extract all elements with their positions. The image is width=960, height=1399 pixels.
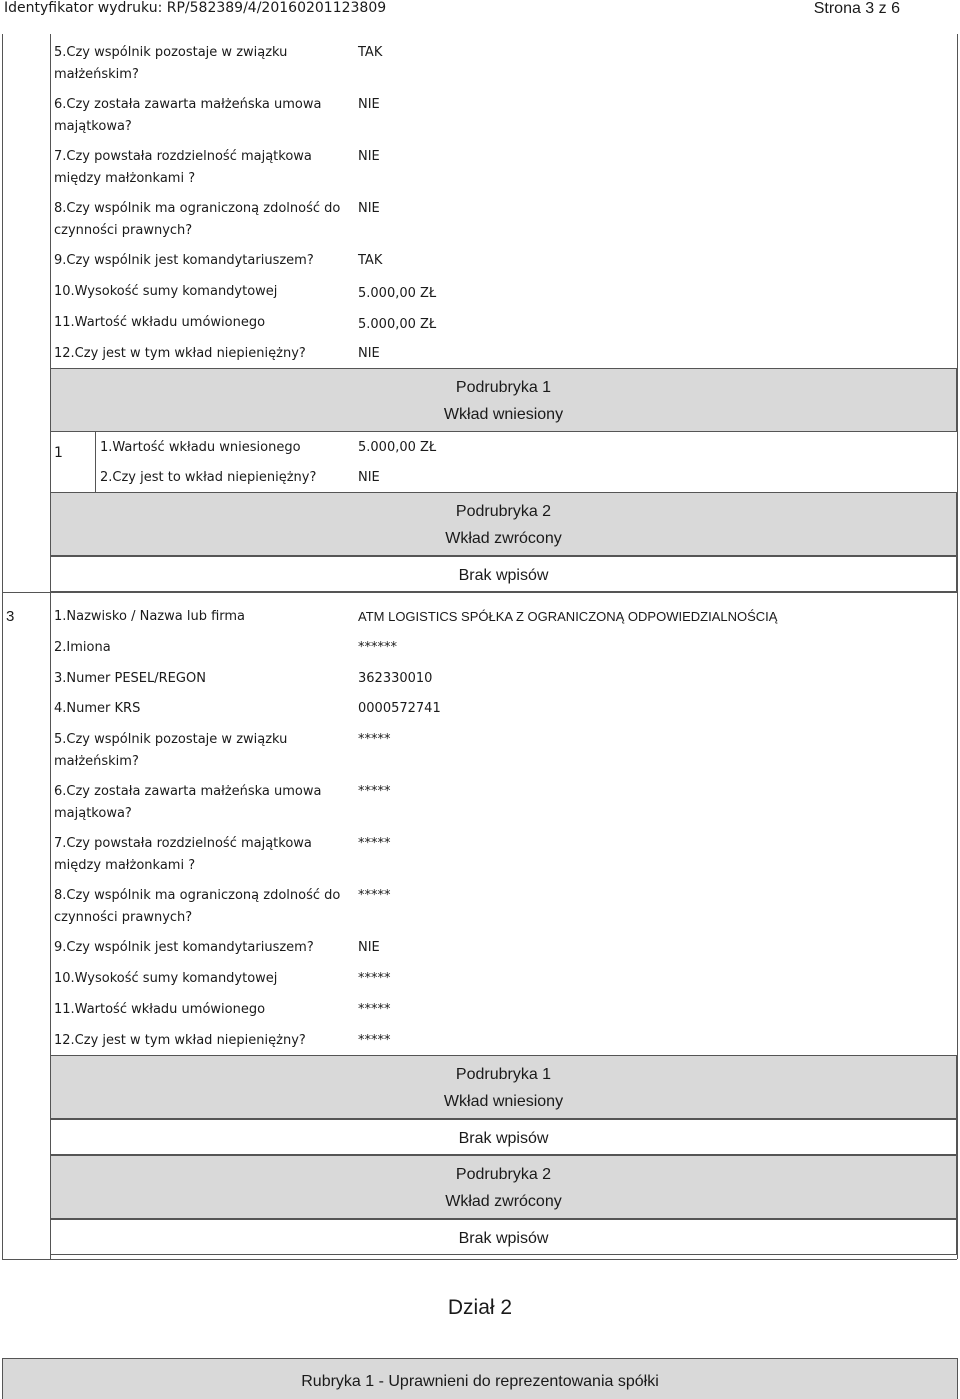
field-label: 10.Wysokość sumy komandytowej — [54, 971, 278, 986]
field-label: 6.Czy została zawarta małżeńska umowa majątkowa? — [54, 97, 322, 134]
field-label: 3.Numer PESEL/REGON — [54, 671, 206, 686]
subrubric-title: Podrubryka 1 — [455, 379, 552, 396]
entry-separator — [2, 592, 957, 593]
subrubric-subtitle: Wkład wniesiony — [443, 406, 564, 423]
print-header — [0, 0, 960, 18]
subrubric-subtitle: Wkład zwrócony — [445, 1193, 562, 1210]
empty-entries-text: Brak wpisów — [458, 1130, 549, 1147]
field-value: ***** — [358, 732, 391, 747]
field-label: 1.Nazwisko / Nazwa lub firma — [54, 609, 246, 624]
subrubric-subtitle: Wkład zwrócony — [445, 530, 562, 547]
field-value: 5.000,00 ZŁ — [358, 317, 437, 332]
field-value: TAK — [358, 253, 383, 268]
field-value: 5.000,00 ZŁ — [358, 286, 437, 301]
entry-number: 1 — [54, 445, 63, 461]
field-label: 8.Czy wspólnik ma ograniczoną zdolność do czynności prawnych? — [54, 201, 341, 238]
field-value: NIE — [358, 470, 380, 485]
field-label: 11.Wartość wkładu umówionego — [54, 1002, 266, 1017]
field-value: NIE — [358, 201, 380, 216]
field-label: 9.Czy wspólnik jest komandytariuszem? — [54, 940, 314, 955]
field-value: NIE — [358, 346, 380, 361]
outer-frame-right — [957, 34, 958, 1259]
empty-entries-box — [50, 1119, 957, 1155]
print-identifier: Identyfikator wydruku: RP/582389/4/20160201123809 — [4, 0, 387, 16]
entry-number: 3 — [6, 608, 15, 625]
subrubric-header — [50, 492, 957, 556]
rubric-title: Rubryka 1 - Uprawnieni do reprezentowania spółki — [301, 1373, 659, 1390]
field-value: NIE — [358, 149, 380, 164]
field-label: 10.Wysokość sumy komandytowej — [54, 284, 278, 299]
rubric-header — [2, 1358, 958, 1399]
subrubric-header — [50, 1155, 957, 1219]
field-value: 0000572741 — [358, 701, 441, 716]
field-value: NIE — [358, 97, 380, 112]
field-label: 12.Czy jest w tym wkład niepieniężny? — [54, 346, 306, 361]
subrubric-title: Podrubryka 2 — [455, 503, 552, 520]
subrubric-title: Podrubryka 2 — [455, 1166, 552, 1183]
field-label: 5.Czy wspólnik pozostaje w związku małżeńskim? — [54, 732, 288, 769]
field-label: 6.Czy została zawarta małżeńska umowa majątkowa? — [54, 784, 322, 821]
field-value: ***** — [358, 971, 391, 986]
field-label: 12.Czy jest w tym wkład niepieniężny? — [54, 1033, 306, 1048]
field-label: 2.Imiona — [54, 640, 111, 655]
field-label: 11.Wartość wkładu umówionego — [54, 315, 266, 330]
empty-entries-text: Brak wpisów — [458, 567, 549, 584]
field-label: 4.Numer KRS — [54, 701, 141, 716]
field-value: 5.000,00 ZŁ — [358, 440, 437, 455]
outer-frame-bottom — [2, 1259, 957, 1260]
subrubric-subtitle: Wkład wniesiony — [443, 1093, 564, 1110]
field-value: ***** — [358, 1002, 391, 1017]
field-value: 362330010 — [358, 671, 433, 686]
field-value: ***** — [358, 784, 391, 799]
subrubric-header — [50, 368, 957, 432]
field-value: TAK — [358, 45, 383, 60]
field-label: 8.Czy wspólnik ma ograniczoną zdolność do czynności prawnych? — [54, 888, 341, 925]
subrubric-title: Podrubryka 1 — [455, 1066, 552, 1083]
field-label: 5.Czy wspólnik pozostaje w związku małżeńskim? — [54, 45, 288, 82]
field-label: 2.Czy jest to wkład niepieniężny? — [100, 470, 317, 485]
field-value: ***** — [358, 1033, 391, 1048]
entry-divider — [95, 432, 96, 492]
field-value: ****** — [358, 640, 397, 655]
field-label: 9.Czy wspólnik jest komandytariuszem? — [54, 253, 314, 268]
empty-entries-box — [50, 1219, 957, 1255]
field-label: 7.Czy powstała rozdzielność majątkowa między małżonkami ? — [54, 836, 312, 873]
outer-frame-left — [2, 34, 3, 1259]
section-title: Dział 2 — [447, 1296, 513, 1319]
empty-entries-box — [50, 556, 957, 592]
field-value: ATM LOGISTICS SPÓŁKA Z OGRANICZONĄ ODPOWIEDZIALNOŚCIĄ — [358, 609, 778, 624]
subrubric-header — [50, 1055, 957, 1119]
field-value: ***** — [358, 836, 391, 851]
page-number: Strona 3 z 6 — [813, 0, 900, 17]
empty-entries-text: Brak wpisów — [458, 1230, 549, 1247]
field-label: 1.Wartość wkładu wniesionego — [100, 440, 301, 455]
field-value: ***** — [358, 888, 391, 903]
field-label: 7.Czy powstała rozdzielność majątkowa między małżonkami ? — [54, 149, 312, 186]
field-value: NIE — [358, 940, 380, 955]
